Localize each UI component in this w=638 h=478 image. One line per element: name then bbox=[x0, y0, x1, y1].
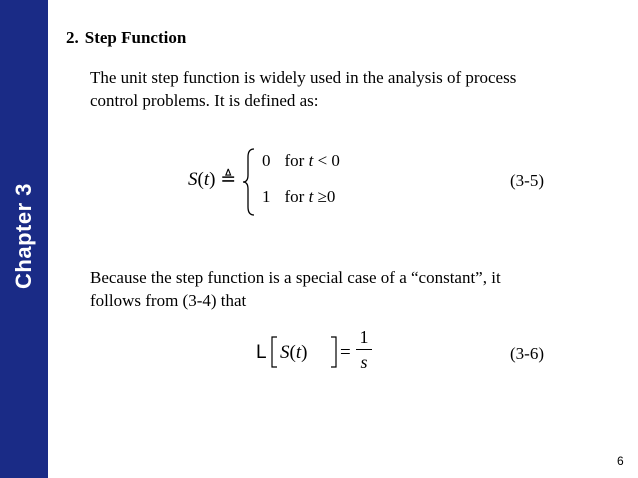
right-bracket bbox=[330, 336, 338, 368]
page-number: 6 bbox=[617, 454, 624, 468]
equation-3-6 bbox=[256, 327, 376, 390]
fraction-numerator: 1 bbox=[359, 327, 369, 347]
explanation-paragraph bbox=[90, 266, 501, 312]
case-1-value: 0 bbox=[262, 151, 271, 170]
case-1-relation: < 0 bbox=[317, 151, 340, 170]
equation-number-3-5: (3-5) bbox=[510, 171, 544, 190]
explanation-line-2: follows from (3-4) that bbox=[90, 291, 247, 310]
case-row-1 bbox=[262, 151, 340, 171]
fraction-denominator: s bbox=[360, 352, 368, 372]
intro-line-2: control problems. It is defined as: bbox=[90, 91, 319, 110]
equation-3-5-lhs bbox=[188, 168, 236, 191]
case-row-2 bbox=[262, 187, 335, 207]
variable-symbol: t bbox=[203, 169, 210, 190]
case-2-for: for bbox=[284, 187, 305, 206]
right-paren: ) bbox=[301, 342, 308, 363]
variable-symbol: t bbox=[295, 342, 302, 363]
defined-as-symbol: ≜ bbox=[220, 169, 237, 190]
left-paren: ( bbox=[289, 342, 296, 363]
laplace-operator: L bbox=[256, 342, 267, 363]
case-2-value: 1 bbox=[262, 187, 271, 206]
fraction bbox=[356, 326, 372, 373]
section-title: Step Function bbox=[84, 28, 187, 47]
equation-3-6-function bbox=[280, 342, 307, 364]
section-heading bbox=[66, 28, 186, 48]
case-1-for: for bbox=[284, 151, 305, 170]
intro-line-1: The unit step function is widely used in the analysis of process bbox=[90, 68, 517, 87]
case-2-variable: t bbox=[308, 187, 314, 206]
explanation-line-1: Because the step function is a special case of a “constant”, it bbox=[90, 268, 501, 287]
equals-sign: = bbox=[340, 342, 351, 363]
equation-3-5 bbox=[188, 145, 408, 220]
case-1-variable: t bbox=[308, 151, 314, 170]
left-bracket bbox=[270, 336, 278, 368]
function-symbol: S bbox=[280, 342, 290, 363]
left-paren: ( bbox=[197, 169, 204, 190]
section-number: 2. bbox=[66, 28, 79, 47]
intro-paragraph bbox=[90, 66, 516, 112]
fraction-bar bbox=[356, 349, 372, 350]
right-paren: ) bbox=[209, 169, 216, 190]
equation-number-3-6: (3-6) bbox=[510, 344, 544, 363]
chapter-sidebar bbox=[0, 0, 48, 478]
function-symbol: S bbox=[188, 169, 198, 190]
case-2-relation: ≥0 bbox=[317, 187, 336, 206]
left-brace bbox=[242, 147, 256, 217]
chapter-label: Chapter 3 bbox=[11, 183, 36, 289]
